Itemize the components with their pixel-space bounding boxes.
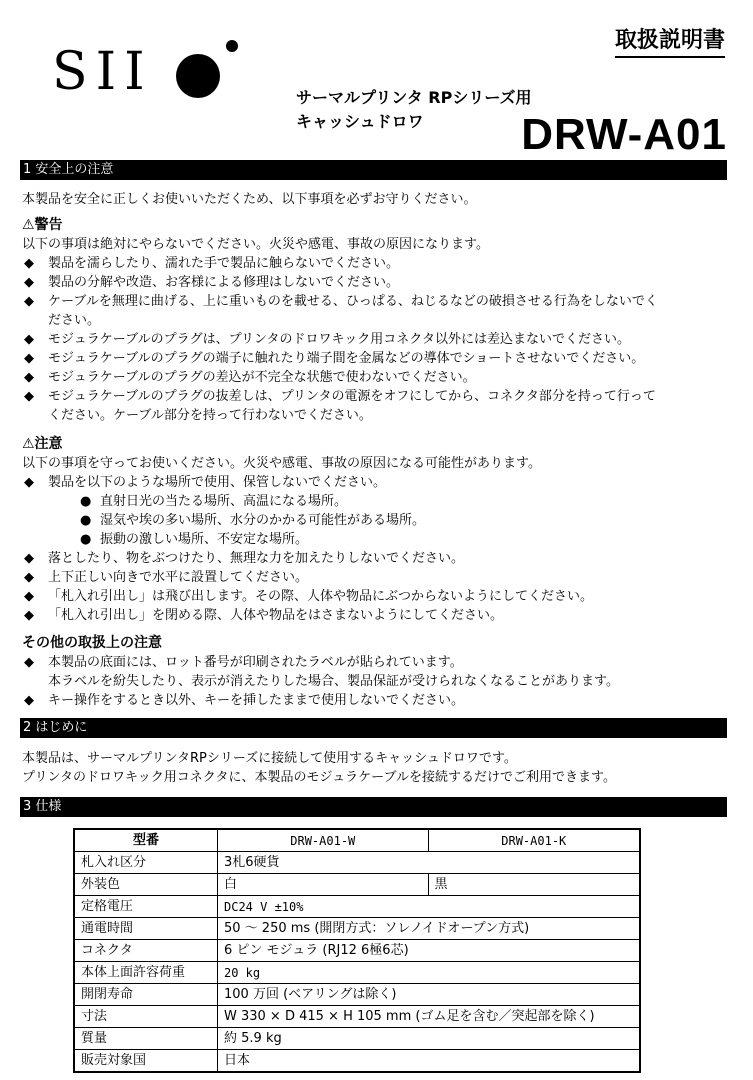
row-label: 販売対象国 xyxy=(74,1050,218,1073)
list-item: ◆ 製品を濡らしたり、濡れた手で製品に触らないでください。 xyxy=(24,256,400,271)
row-value: 約 5.9 kg xyxy=(218,1028,641,1050)
row-label: コネクタ xyxy=(74,940,218,962)
dot-bullet-icon: ● xyxy=(80,494,92,509)
row-value-w: 白 xyxy=(218,874,429,896)
list-item: ◆ 「札入れ引出し」を閉める際、人体や物品をはさまないようにしてください。 xyxy=(24,608,504,623)
product-subtitle-line1: サーマルプリンタ RPシリーズ用 xyxy=(296,88,532,107)
logo-small-dot-icon xyxy=(226,40,238,52)
list-item: ◆ 本製品の底面には、ロット番号が印刷されたラベルが貼られています。 xyxy=(24,655,463,670)
table-row xyxy=(74,896,640,918)
spec-table xyxy=(73,828,641,1073)
sub-list-item: ● 湿気や埃の多い場所、水分のかかる可能性がある場所。 xyxy=(80,513,426,528)
row-label: 本体上面許容荷重 xyxy=(74,962,218,984)
diamond-bullet-icon: ◆ xyxy=(24,275,34,290)
list-item-continuation: ださい。 xyxy=(48,313,101,328)
logo-dot-icon xyxy=(176,54,220,98)
row-label: 開閉寿命 xyxy=(74,984,218,1006)
diamond-bullet-icon: ◆ xyxy=(24,370,34,385)
section-2-body xyxy=(22,749,732,787)
warning-lead: 以下の事項は絶対にやらないでください。火災や感電、事故の原因になります。 xyxy=(22,237,489,252)
row-value: W 330 × D 415 × H 105 mm (ゴム足を含む／突起部を除く) xyxy=(218,1006,641,1028)
list-item: ◆ モジュラケーブルのプラグは、プリンタのドロワキック用コネクタ以外には差込まないでください。 xyxy=(24,332,631,347)
row-label: 札入れ区分 xyxy=(74,852,218,874)
section-2-line1: 本製品は、サーマルプリンタRPシリーズに接続して使用するキャッシュドロワです。 xyxy=(22,751,517,766)
diamond-bullet-icon: ◆ xyxy=(24,332,34,347)
section-2-line2: プリンタのドロワキック用コネクタに、本製品のモジュラケーブルを接続するだけでご利用できます。 xyxy=(22,770,616,785)
row-label: 定格電圧 xyxy=(74,896,218,918)
product-subtitle-line2: キャッシュドロワ xyxy=(296,112,424,131)
diamond-bullet-icon: ◆ xyxy=(24,655,34,670)
caution-block xyxy=(22,435,732,625)
row-value: 20 kg xyxy=(218,962,641,984)
diamond-bullet-icon: ◆ xyxy=(24,570,34,585)
table-row xyxy=(74,1028,640,1050)
caution-heading: ⚠注意 xyxy=(22,436,63,452)
row-label: 通電時間 xyxy=(74,918,218,940)
list-item-continuation: 本ラベルを紛失したり、表示が消えたりした場合、製品保証が受けられなくなることがあります。 xyxy=(48,674,619,689)
row-value: 6 ピン モジュラ (RJ12 6極6芯) xyxy=(218,940,641,962)
diamond-bullet-icon: ◆ xyxy=(24,389,34,404)
row-value: 日本 xyxy=(218,1050,641,1073)
diamond-bullet-icon: ◆ xyxy=(24,608,34,623)
diamond-bullet-icon: ◆ xyxy=(24,294,34,309)
warning-block xyxy=(22,216,732,425)
sub-list-item: ● 振動の激しい場所、不安定な場所。 xyxy=(80,532,309,547)
row-value: 50 ～ 250 ms (開閉方式：ソレノイドオープン方式) xyxy=(218,918,641,940)
list-item: ◆ 「札入れ引出し」は飛び出します。その際、人体や物品にぶつからないようにしてください。 xyxy=(24,589,593,604)
dot-bullet-icon: ● xyxy=(80,532,92,547)
section-1-heading: 1 安全上の注意 xyxy=(20,160,727,180)
row-value: 3札6硬貨 xyxy=(218,852,641,874)
column-header: DRW-A01-W xyxy=(218,829,429,852)
list-item: ◆ モジュラケーブルのプラグの差込が不完全な状態で使わないでください。 xyxy=(24,370,476,385)
warning-heading: ⚠警告 xyxy=(22,217,63,233)
diamond-bullet-icon: ◆ xyxy=(24,351,34,366)
diamond-bullet-icon: ◆ xyxy=(24,589,34,604)
row-label: 外装色 xyxy=(74,874,218,896)
sub-list-item: ● 直射日光の当たる場所、高温になる場所。 xyxy=(80,494,348,509)
row-value: DC24 V ±10% xyxy=(218,896,641,918)
table-header-row xyxy=(74,829,640,852)
table-row xyxy=(74,984,640,1006)
section-1-intro-block xyxy=(22,190,732,209)
diamond-bullet-icon: ◆ xyxy=(24,475,34,490)
column-header: DRW-A01-K xyxy=(428,829,640,852)
document-type-title: 取扱説明書 xyxy=(615,28,725,58)
section-1-intro: 本製品を安全に正しくお使いいただくため、以下事項を必ずお守りください。 xyxy=(22,192,477,207)
table-row xyxy=(74,1050,640,1073)
other-notes-heading: その他の取扱上の注意 xyxy=(22,635,162,651)
list-item-continuation: ください。ケーブル部分を持って行わないでください。 xyxy=(48,408,372,423)
list-item: ◆ ケーブルを無理に曲げる、上に重いものを載せる、ひっぱる、ねじるなどの破損させる行為をしないでく xyxy=(24,294,658,309)
table-row xyxy=(74,918,640,940)
diamond-bullet-icon: ◆ xyxy=(24,551,34,566)
section-2-heading: 2 はじめに xyxy=(20,718,727,738)
model-number: DRW-A01 xyxy=(521,110,727,159)
list-item: ◆ キー操作をするとき以外、キーを挿したままで使用しないでください。 xyxy=(24,693,465,708)
diamond-bullet-icon: ◆ xyxy=(24,256,34,271)
table-row xyxy=(74,962,640,984)
logo-text: SII xyxy=(52,42,153,102)
list-item: ◆ 落としたり、物をぶつけたり、無理な力を加えたりしないでください。 xyxy=(24,551,465,566)
sii-logo xyxy=(50,34,250,106)
caution-lead: 以下の事項を守ってお使いください。火災や感電、事故の原因になる可能性があります。 xyxy=(22,456,541,471)
table-row xyxy=(74,1006,640,1028)
column-header: 型番 xyxy=(74,829,218,852)
list-item: ◆ モジュラケーブルのプラグの端子に触れたり端子間を金属などの導体でショートさせないでください。 xyxy=(24,351,645,366)
section-3-heading: 3 仕様 xyxy=(20,797,727,817)
table-row xyxy=(74,874,640,896)
row-label: 質量 xyxy=(74,1028,218,1050)
diamond-bullet-icon: ◆ xyxy=(24,693,34,708)
other-notes-block xyxy=(22,634,732,710)
row-label: 寸法 xyxy=(74,1006,218,1028)
table-row xyxy=(74,852,640,874)
row-value-k: 黒 xyxy=(428,874,640,896)
list-item: ◆ 製品を以下のような場所で使用、保管しないでください。 xyxy=(24,475,387,490)
list-item: ◆ モジュラケーブルのプラグの抜差しは、プリンタの電源をオフにしてから、コネクタ部分を持って行って xyxy=(24,389,656,404)
table-row xyxy=(74,940,640,962)
list-item: ◆ 製品の分解や改造、お客様による修理はしないでください。 xyxy=(24,275,400,290)
list-item: ◆ 上下正しい向きで水平に設置してください。 xyxy=(24,570,309,585)
dot-bullet-icon: ● xyxy=(80,513,92,528)
row-value: 100 万回 (ベアリングは除く) xyxy=(218,984,641,1006)
